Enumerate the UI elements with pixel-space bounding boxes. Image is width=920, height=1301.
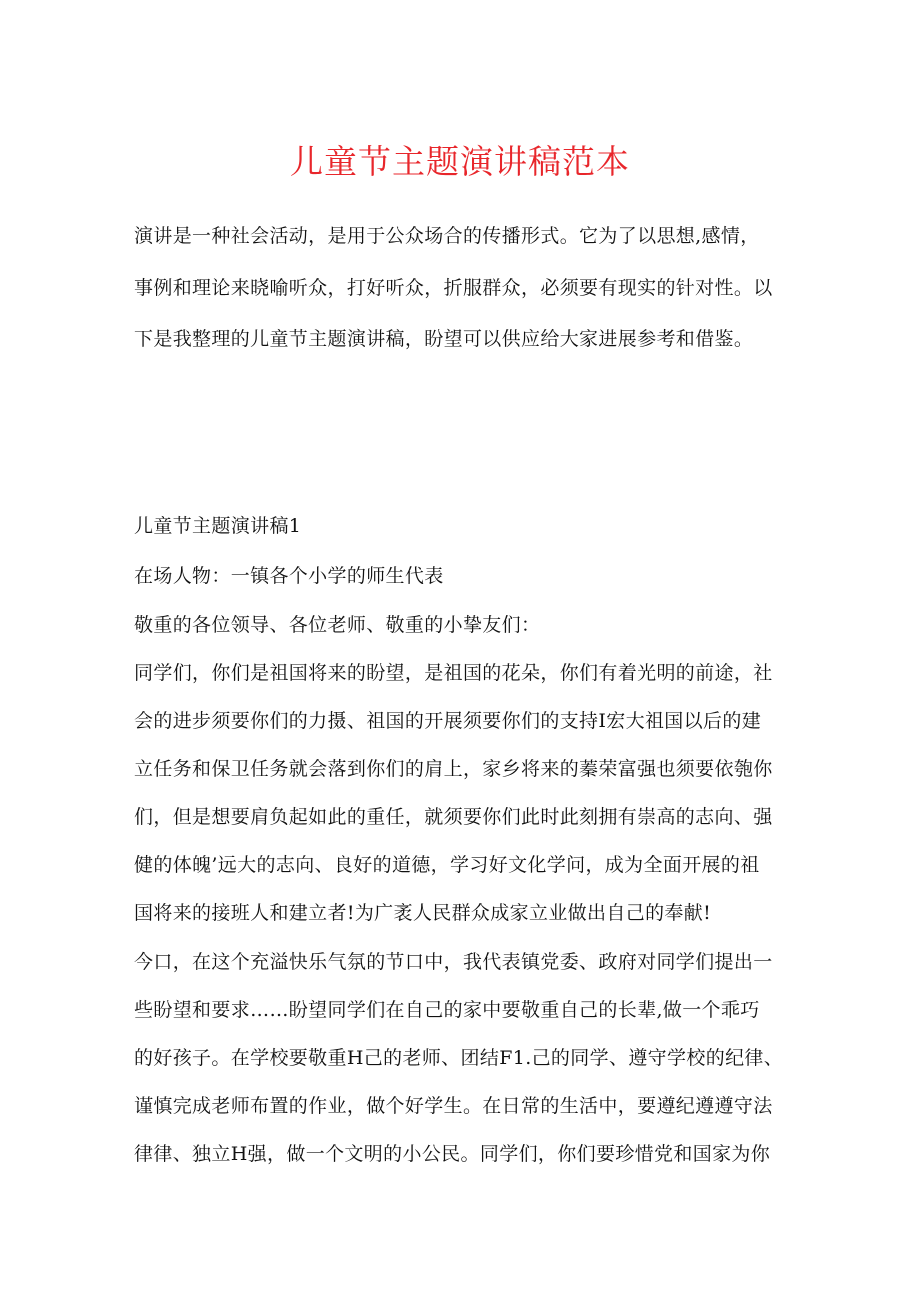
body-line-8: 些盼望和要求……盼望同学们在自己的家中要敬重自己的长辈,做一个乖巧 — [134, 999, 760, 1021]
body-line-11: 律律、独立H强，做一个文明的小公民。同学们，你们要珍惜党和国家为你 — [134, 1143, 771, 1165]
body-line-4: 们，但是想要肩负起如此的重任，就须要你们此时此刻拥有崇高的志向、强 — [134, 806, 773, 828]
attendees-line: 在场人物：一镇各个小学的师生代表 — [134, 565, 444, 587]
body-line-9: 的好孩子。在学校要敬重H己的老师、团结F1.己的同学、遵守学校的纪律、 — [134, 1047, 784, 1069]
body-line-10: 谨慎完成老师布置的作业，做个好学生。在日常的生活中，要遵纪遵遵守法 — [134, 1095, 773, 1117]
body-line-3: 立任务和保卫任务就会落到你们的肩上，家乡将来的蓁荣富强也须要依匏你 — [134, 758, 773, 780]
intro-line-2: 事例和理论来晓喻听众，打好听众，折服群众，必须要有现实的针对性。以 — [134, 277, 773, 299]
section-heading: 儿童节主题演讲稿1 — [134, 515, 302, 537]
body-line-7: 今口，在这个充溢快乐气氛的节口中，我代表镇党委、政府对同学们提出一 — [134, 951, 773, 973]
body-line-1: 同学们，你们是祖国将来的盼望，是祖国的花朵，你们有着光明的前途，社 — [134, 662, 773, 684]
intro-line-3: 下是我整理的儿童节主题演讲稿，盼望可以供应给大家进展参考和借鉴。 — [134, 328, 754, 350]
body-line-2: 会的进步须要你们的力摄、祖国的开展须要你们的支持I宏大祖国以后的建 — [134, 710, 762, 732]
document-title: 儿童节主题演讲稿范本 — [290, 142, 630, 181]
salutation-line: 敬重的各位领导、各位老师、敬重的小挚友们： — [134, 614, 541, 636]
body-line-5: 健的体魄’远大的志向、良好的道德，学习好文化学问，成为全面开展的祖 — [134, 854, 760, 876]
body-line-6: 国将来的接班人和建立者!为广袤人民群众成家立业做出自己的奉献! — [134, 902, 712, 924]
intro-line-1: 演讲是一种社会活动，是用于公众场合的传播形式。它为了以思想,感情， — [134, 225, 760, 247]
